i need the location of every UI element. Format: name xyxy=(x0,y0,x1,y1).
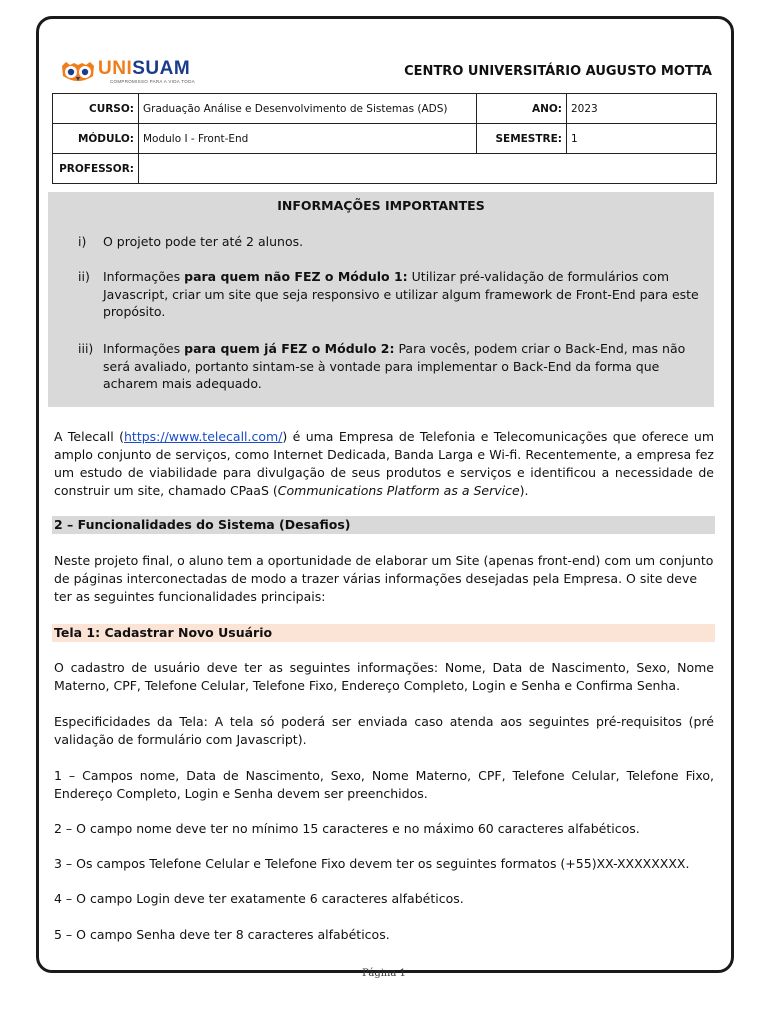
logo-tagline: COMPROMISSO PARA A VIDA TODA xyxy=(110,79,195,84)
list-item xyxy=(78,233,703,251)
item-number: i) xyxy=(78,234,87,249)
logo-wordmark xyxy=(98,58,190,80)
requirement-item: 1 – Campos nome, Data de Nascimento, Sexo, Nome Materno, CPF, Telefone Celular, Telefone Fixo, Endereço Completo, Login e Senha devem ser preenchidos. xyxy=(54,768,714,801)
course-value: Graduação Análise e Desenvolvimento de Sistemas (ADS) xyxy=(139,94,477,124)
logo-uni: UNI xyxy=(98,58,133,79)
professor-label: PROFESSOR: xyxy=(53,154,139,184)
course-info-table xyxy=(52,93,717,184)
intro-text-body: ) é uma Empresa de Telefonia e Telecomunicações que oferece um amplo conjunto de serviços, como Internet Dedicada, Banda Larga e Wi-fi. Recentemente, a empresa fez um estudo de viabilidade para divulgação de seus produtos e serviços e identificou a necessidade de construir um site, chamado CPaaS ( xyxy=(54,429,715,498)
item-text-pre: O projeto pode ter até 2 alunos. xyxy=(103,234,304,249)
intro-text-start: A Telecall ( xyxy=(54,429,124,444)
requirement-item: 5 – O campo Senha deve ter 8 caracteres alfabéticos. xyxy=(54,927,390,942)
item-number: ii) xyxy=(78,269,90,284)
semester-label: SEMESTRE: xyxy=(477,124,567,154)
unisuam-logo xyxy=(60,58,200,88)
item-text-post: Para vocês, podem criar o Back-End, mas não será avaliado, portanto sintam-se à vontade para implementar o Back-End da forma que acharem mais adequado. xyxy=(103,341,686,391)
item-text-bold: para quem já FEZ o Módulo 2: xyxy=(184,341,395,356)
screen-description: O cadastro de usuário deve ter as seguintes informações: Nome, Data de Nascimento, Sexo, Nome Materno, CPF, Telefone Celular, Telefone Fixo, Endereço Completo, Login e Senha e Confirma Senha. xyxy=(54,660,714,693)
requirement-item: 4 – O campo Login deve ter exatamente 6 caracteres alfabéticos. xyxy=(54,891,464,906)
module-label: MÓDULO: xyxy=(53,124,139,154)
requirement-item: 2 – O campo nome deve ter no mínimo 15 caracteres e no máximo 60 caracteres alfabéticos. xyxy=(54,821,640,836)
logo-suam: SUAM xyxy=(132,58,191,79)
item-text xyxy=(103,233,703,251)
item-number: iii) xyxy=(78,341,94,356)
item-text-post: Utilizar pré-validação de formulários com Javascript, criar um site que seja responsivo e utilizar algum framework de Front-End para este propósito. xyxy=(103,269,699,319)
intro-text-end: ). xyxy=(519,483,529,498)
section-heading: 2 – Funcionalidades do Sistema (Desafios) xyxy=(52,516,715,534)
intro-text-italic: Communications Platform as a Service xyxy=(277,483,520,498)
screen-specifics: Especificidades da Tela: A tela só poderá ser enviada caso atenda aos seguintes pré-requisitos (pré validação de formulário com Javascript). xyxy=(54,714,714,747)
professor-value xyxy=(139,154,717,184)
owl-logo-icon xyxy=(60,60,96,84)
item-text xyxy=(103,268,703,321)
table-row xyxy=(53,124,717,154)
module-value: Modulo I - Front-End xyxy=(139,124,477,154)
table-row xyxy=(53,94,717,124)
year-value: 2023 xyxy=(567,94,717,124)
section-paragraph: Neste projeto final, o aluno tem a oportunidade de elaborar um Site (apenas front-end) com um conjunto de páginas interconectadas de modo a trazer várias informações desejadas pela Empresa. O site deve ter as seguintes funcionalidades principais: xyxy=(54,553,714,604)
requirement-item: 3 – Os campos Telefone Celular e Telefone Fixo devem ter os seguintes formatos (+55)XX-XXXXXXXX. xyxy=(54,856,690,871)
table-row xyxy=(53,154,717,184)
item-text-bold: para quem não FEZ o Módulo 1: xyxy=(184,269,408,284)
list-item xyxy=(78,268,703,321)
institution-name: CENTRO UNIVERSITÁRIO AUGUSTO MOTTA xyxy=(404,64,712,79)
year-label: ANO: xyxy=(477,94,567,124)
telecall-link[interactable]: https://www.telecall.com/ xyxy=(124,429,283,444)
screen-heading: Tela 1: Cadastrar Novo Usuário xyxy=(52,624,715,642)
item-text-pre: Informações xyxy=(103,269,185,284)
item-text xyxy=(103,340,703,393)
important-info-box xyxy=(48,192,714,407)
intro-paragraph xyxy=(54,428,714,500)
page-number: Página 1 xyxy=(362,968,406,979)
semester-value: 1 xyxy=(567,124,717,154)
list-item xyxy=(78,340,703,393)
important-info-title: INFORMAÇÕES IMPORTANTES xyxy=(277,198,485,213)
course-label: CURSO: xyxy=(53,94,139,124)
item-text-pre: Informações xyxy=(103,341,185,356)
